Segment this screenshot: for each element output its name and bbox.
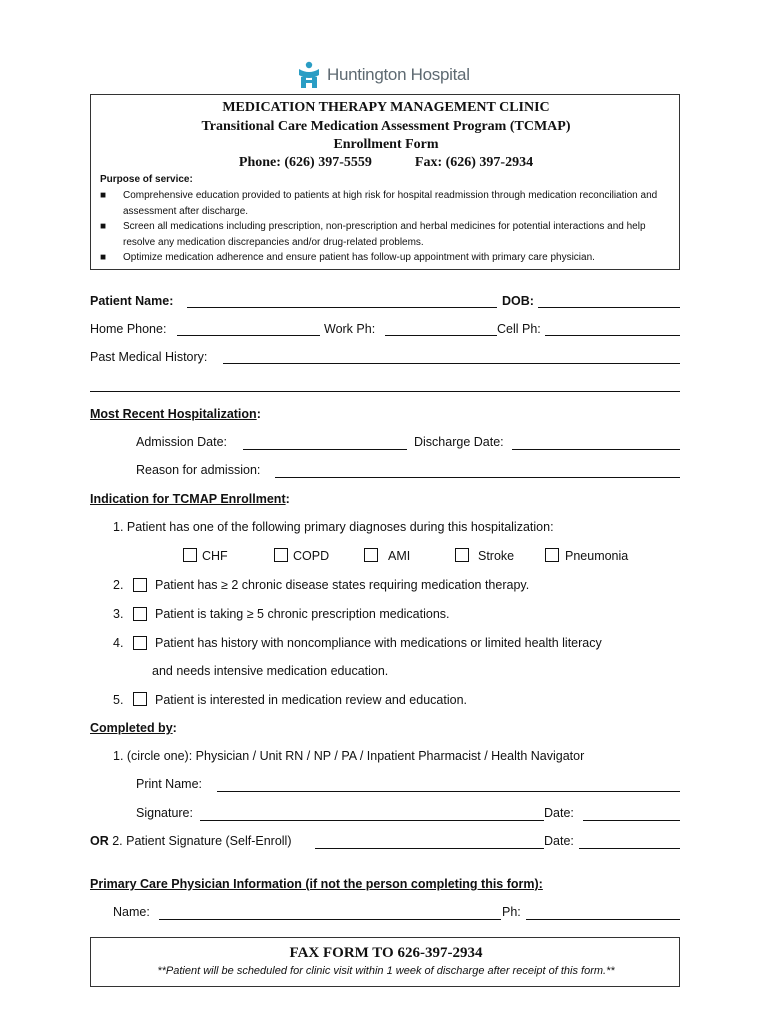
indication-item-1: 1. Patient has one of the following primary diagnoses during this hospitalization:: [113, 520, 554, 534]
indication-item-4-checkbox[interactable]: [133, 636, 147, 650]
bullet-icon: ■: [100, 221, 107, 232]
chf-checkbox[interactable]: [183, 548, 197, 562]
pcp-phone-field[interactable]: [526, 919, 680, 920]
contact-line: [91, 155, 681, 171]
copd-label: COPD: [293, 549, 330, 563]
indication-item-4-continued: and needs intensive medication education.: [152, 664, 389, 678]
clinic-phone: Phone: (626) 397-5559: [238, 155, 372, 170]
hospitalization-title: Most Recent Hospitalization:: [90, 407, 261, 421]
purpose-bullet: Comprehensive education provided to patients at high risk for hospital readmission through medication reconciliation and assessment after discharge.: [123, 190, 658, 217]
work-phone-label: Work Ph:: [324, 322, 376, 336]
fax-note: **Patient will be scheduled for clinic visit within 1 week of discharge after receipt of this form.**: [157, 965, 615, 977]
discharge-date-label: Discharge Date:: [414, 435, 504, 449]
header-box: [90, 94, 680, 270]
signature-field[interactable]: [200, 820, 544, 821]
dob-field[interactable]: [538, 307, 680, 308]
patient-signature-field[interactable]: [315, 848, 544, 849]
indication-item-2-checkbox[interactable]: [133, 578, 147, 592]
medical-history-field[interactable]: [223, 363, 680, 364]
indication-item-3-checkbox[interactable]: [133, 607, 147, 621]
signature-date-label: Date:: [544, 806, 574, 820]
patient-signature-label: OR 2. Patient Signature (Self-Enroll): [90, 834, 292, 848]
stroke-label: Stroke: [478, 549, 515, 563]
fax-box: [90, 937, 680, 987]
print-name-field[interactable]: [217, 791, 680, 792]
clinic-fax: Fax: (626) 397-2934: [414, 155, 534, 170]
indication-item-2: Patient has ≥ 2 chronic disease states requiring medication therapy.: [155, 578, 530, 592]
indication-item-5-checkbox[interactable]: [133, 692, 147, 706]
indication-item-4: Patient has history with noncompliance with medications or limited health literacy: [155, 636, 602, 650]
home-phone-field[interactable]: [177, 335, 320, 336]
ami-checkbox[interactable]: [364, 548, 378, 562]
patient-name-label: Patient Name:: [90, 294, 174, 308]
pneumonia-label: Pneumonia: [565, 549, 629, 563]
purpose-bullet: Screen all medications including prescription, non-prescription and herbal medicines for potential interactions and help resolve any medication discrepancies and/or drug-related problems.: [123, 221, 646, 248]
pcp-name-field[interactable]: [159, 919, 501, 920]
home-phone-label: Home Phone:: [90, 322, 167, 336]
indication-item-3: Patient is taking ≥ 5 chronic prescription medications.: [155, 607, 450, 621]
discharge-date-field[interactable]: [512, 449, 680, 450]
bullet-icon: ■: [100, 252, 107, 263]
role-selection[interactable]: 1. (circle one): Physician / Unit RN / NP / PA / Inpatient Pharmacist / Health Navigator: [113, 749, 585, 763]
medical-history-field-2[interactable]: [90, 391, 680, 392]
hospital-name: Huntington Hospital: [327, 65, 470, 84]
patient-signature-date-label: Date:: [544, 834, 574, 848]
admission-reason-label: Reason for admission:: [136, 463, 261, 477]
admission-reason-field[interactable]: [275, 477, 680, 478]
cell-phone-field[interactable]: [545, 335, 680, 336]
work-phone-field[interactable]: [385, 335, 497, 336]
copd-checkbox[interactable]: [274, 548, 288, 562]
purpose-title: Purpose of service:: [100, 174, 193, 185]
patient-signature-date-field[interactable]: [579, 848, 680, 849]
ami-label: AMI: [388, 549, 411, 563]
hospital-logo: [296, 60, 470, 90]
indication-item-4-number: 4.: [113, 636, 124, 650]
cell-phone-label: Cell Ph:: [497, 322, 541, 336]
medical-history-label: Past Medical History:: [90, 350, 208, 364]
pneumonia-checkbox[interactable]: [545, 548, 559, 562]
chf-label: CHF: [202, 549, 228, 563]
indication-item-3-number: 3.: [113, 607, 124, 621]
indication-item-5: Patient is interested in medication review and education.: [155, 693, 467, 707]
indication-item-5-number: 5.: [113, 693, 124, 707]
pcp-name-label: Name:: [113, 905, 150, 919]
pcp-phone-label: Ph:: [502, 905, 521, 919]
hospital-logo-icon: [296, 61, 322, 89]
form-title: Enrollment Form: [333, 137, 439, 152]
clinic-title: MEDICATION THERAPY MANAGEMENT CLINIC: [222, 100, 550, 115]
program-title: Transitional Care Medication Assessment Program (TCMAP): [201, 119, 571, 134]
pcp-title: Primary Care Physician Information (if not the person completing this form):: [90, 877, 543, 891]
purpose-bullet: Optimize medication adherence and ensure patient has follow-up appointment with primary care physician.: [123, 252, 595, 263]
bullet-icon: ■: [100, 190, 107, 201]
patient-name-field[interactable]: [187, 307, 497, 308]
signature-date-field[interactable]: [583, 820, 680, 821]
print-name-label: Print Name:: [136, 777, 202, 791]
fax-title: FAX FORM TO 626-397-2934: [289, 945, 483, 961]
admission-date-label: Admission Date:: [136, 435, 228, 449]
indication-item-2-number: 2.: [113, 578, 124, 592]
admission-date-field[interactable]: [243, 449, 407, 450]
indication-title: Indication for TCMAP Enrollment:: [90, 492, 290, 506]
signature-label: Signature:: [136, 806, 193, 820]
completed-by-title: Completed by:: [90, 721, 177, 735]
dob-label: DOB:: [502, 294, 534, 308]
stroke-checkbox[interactable]: [455, 548, 469, 562]
